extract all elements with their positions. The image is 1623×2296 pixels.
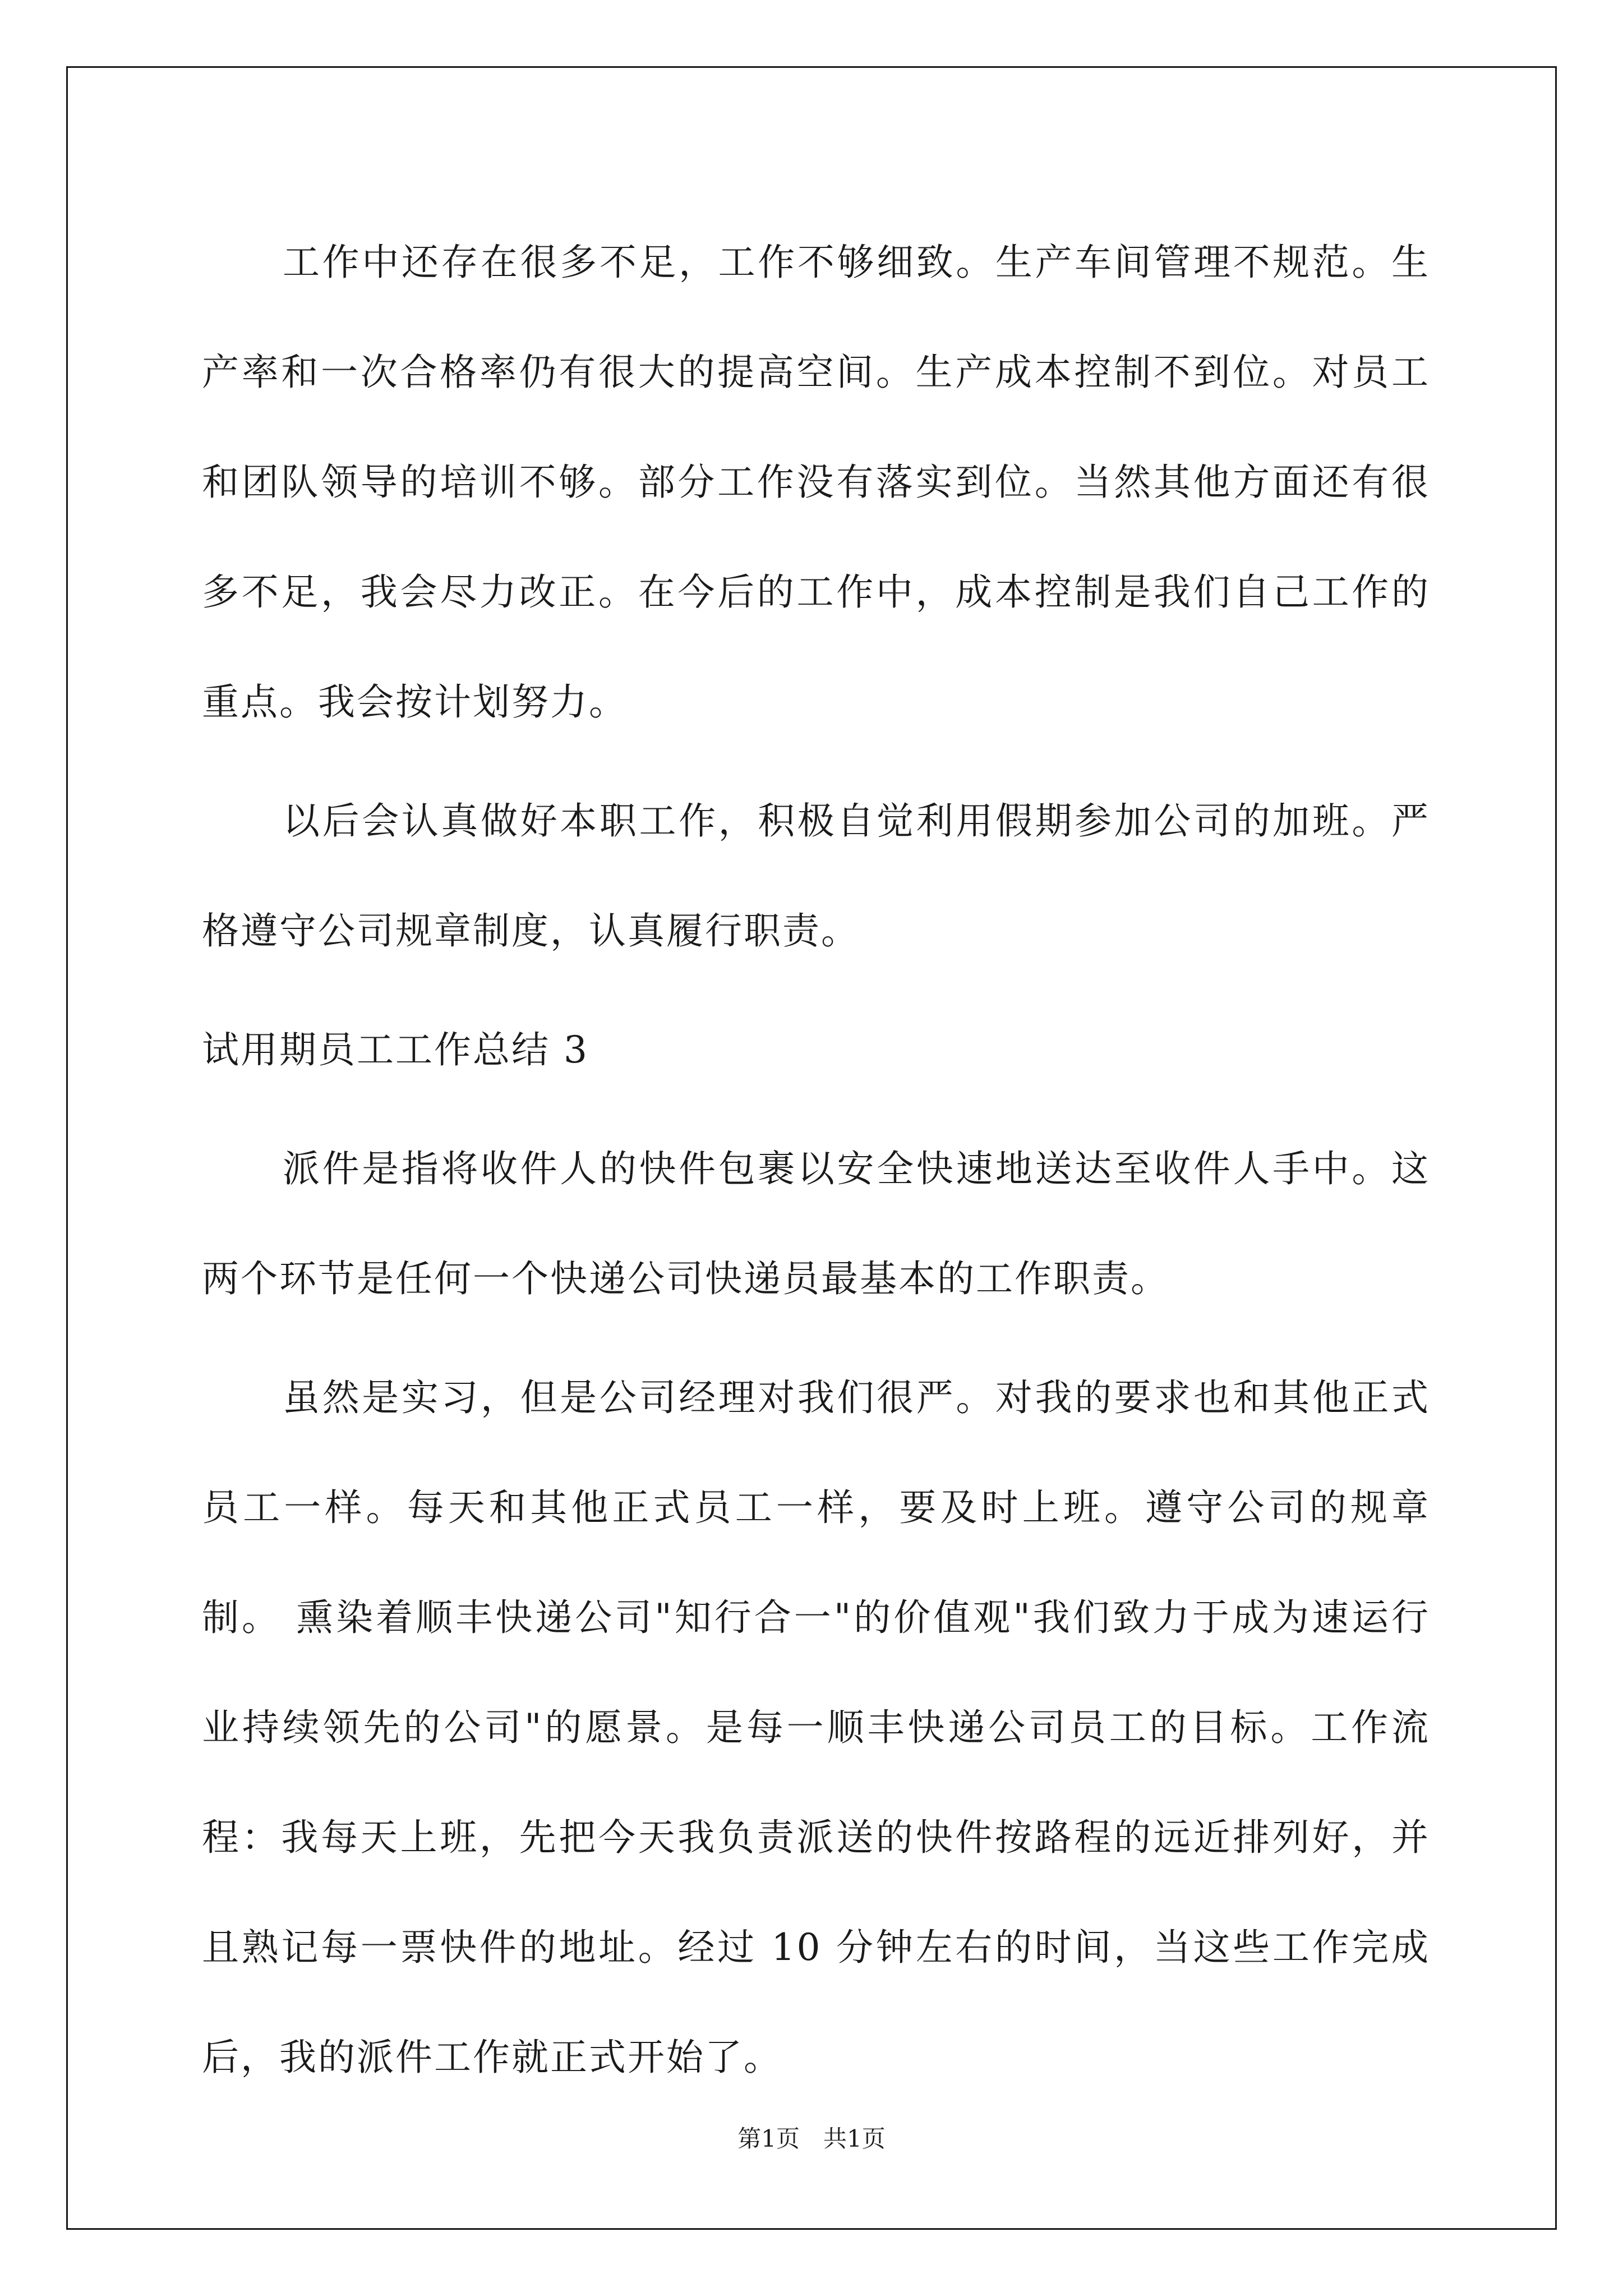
page-footer: 第1页 共1页 <box>737 2125 886 2152</box>
paragraph: 派件是指将收件人的快件包裹以安全快速地送达至收件人手中。这两个环节是任何一个快递公司快递员最基本的工作职责。 <box>202 1147 1430 1300</box>
paragraph: 工作中还存在很多不足，工作不够细致。生产车间管理不规范。生产率和一次合格率仍有很大的提高空间。生产成本控制不到位。对员工和团队领导的培训不够。部分工作没有落实到位。当然其他方面还有很多不足，我会尽力改正。在今后的工作中，成本控制是我们自己工作的重点。我会按计划努力。 <box>202 241 1430 724</box>
document-body <box>202 208 1430 2122</box>
paragraph: 虽然是实习，但是公司经理对我们很严。对我的要求也和其他正式员工一样。每天和其他正式员工一样，要及时上班。遵守公司的规章制。 熏染着顺丰快递公司"知行合一"的价值观"我们致力于成为速运行业持续领先的公司"的愿景。是每一顺丰快递公司员工的目标。工作流程：我每天上班，先把今天我负责派送的快件按路程的远近排列好，并且熟记每一票快件的地址。经过 10 分钟左右的时间，当这些工作完成后，我的派件工作就正式开始了。 <box>202 1376 1430 2079</box>
paragraph: 以后会认真做好本职工作，积极自觉利用假期参加公司的加班。严格遵守公司规章制度，认真履行职责。 <box>202 799 1430 953</box>
section-heading: 试用期员工工作总结 3 <box>202 1028 589 1071</box>
